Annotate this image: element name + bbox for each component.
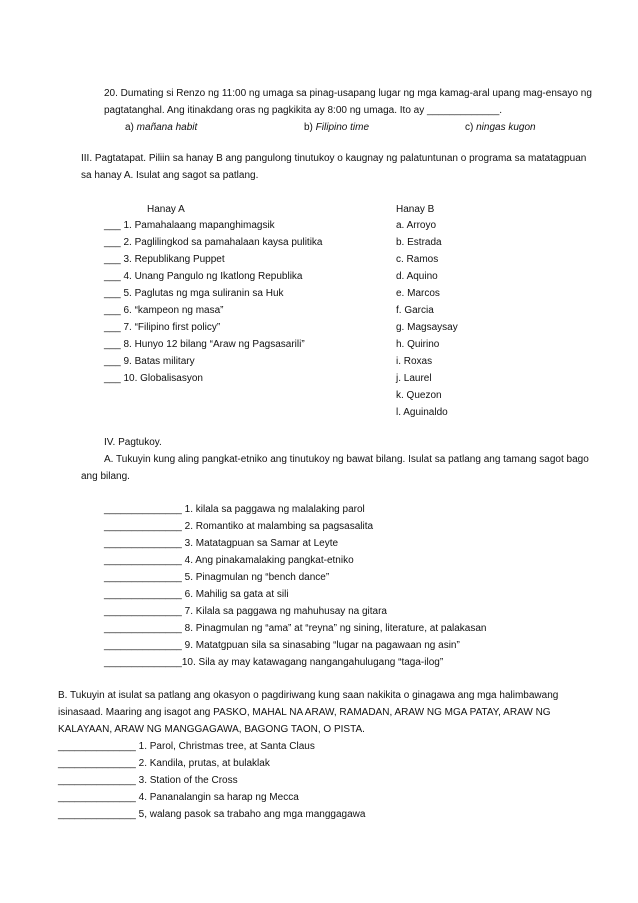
- hanay-a-item: ___ 8. Hunyo 12 bilang “Araw ng Pagsasarili”: [104, 339, 305, 350]
- q20-option-c: [465, 121, 536, 134]
- section3-instruction-line-2: sa hanay A. Isulat ang sagot sa patlang.: [81, 170, 259, 181]
- hanay-b-item: l. Aguinaldo: [396, 407, 448, 418]
- fill-blank-item: ______________ 3. Matatagpuan sa Samar at Leyte: [104, 538, 339, 549]
- sectionB-instruction-line-1: B. Tukuyin at isulat sa patlang ang okasyon o pagdiriwang kung saan nakikita o ginagawa ang mga halimbawang: [58, 690, 559, 701]
- q20-line-1: 20. Dumating si Renzo ng 11:00 ng umaga sa pinag-usapang lugar ng mga kamag-aral upang mag-ensayo ng: [104, 88, 592, 99]
- q20-option-c-text: ningas kugon: [476, 122, 536, 133]
- fill-blank-item: ______________ 6. Mahilig sa gata at sili: [104, 589, 289, 600]
- hanay-b-item: d. Aquino: [396, 271, 438, 282]
- fill-blank-item: ______________ 2. Kandila, prutas, at bulaklak: [58, 758, 270, 769]
- fill-blank-item: ______________ 9. Matatgpuan sila sa sinasabing “lugar na pagawaan ng asin”: [104, 640, 460, 651]
- q20-line-2: pagtatanghal. Ang itinakdang oras ng pagkikita ay 8:00 ng umaga. Ito ay _____________.: [104, 105, 503, 116]
- fill-blank-item: ______________ 3. Station of the Cross: [58, 775, 238, 786]
- hanay-a-item: ___ 2. Paglilingkod sa pamahalaan kaysa pulitika: [104, 237, 323, 248]
- q20-option-c-prefix: c): [465, 122, 477, 133]
- section4-partA-line-2: ang bilang.: [81, 471, 130, 482]
- hanay-b-item: g. Magsaysay: [396, 322, 458, 333]
- hanay-a-item: ___ 1. Pamahalaang mapanghimagsik: [104, 220, 275, 231]
- fill-blank-item: ______________ 4. Ang pinakamalaking pangkat-etniko: [104, 555, 354, 566]
- q20-option-b-text: Filipino time: [315, 122, 370, 133]
- sectionB-instruction-line-3: KALAYAAN, ARAW NG MANGGAGAWA, BAGONG TAON, O PISTA.: [58, 724, 365, 735]
- q20-option-a-text: mañana habit: [136, 122, 198, 133]
- hanay-b-item: k. Quezon: [396, 390, 442, 401]
- fill-blank-item: ______________ 5. Pinagmulan ng “bench dance”: [104, 572, 330, 583]
- hanay-b-item: j. Laurel: [396, 373, 432, 384]
- q20-option-b-prefix: b): [304, 122, 316, 133]
- fill-blank-item: ______________ 7. Kilala sa paggawa ng mahuhusay na gitara: [104, 606, 387, 617]
- fill-blank-item: ______________ 4. Pananalangin sa harap ng Mecca: [58, 792, 299, 803]
- hanay-a-item: ___ 10. Globalisasyon: [104, 373, 203, 384]
- hanay-b-item: f. Garcia: [396, 305, 434, 316]
- q20-option-a-prefix: a): [125, 122, 137, 133]
- hanay-a-item: ___ 6. “kampeon ng masa”: [104, 305, 224, 316]
- hanay-a-item: ___ 4. Unang Pangulo ng Ikatlong Republika: [104, 271, 303, 282]
- q20-option-a: [125, 121, 197, 134]
- section4-partA-line-1: A. Tukuyin kung aling pangkat-etniko ang tinutukoy ng bawat bilang. Isulat sa patlang ang tamang sagot bago: [104, 454, 589, 465]
- q20-option-b: [304, 121, 369, 134]
- hanay-b-item: h. Quirino: [396, 339, 440, 350]
- hanay-b-item: b. Estrada: [396, 237, 442, 248]
- hanay-b-item: a. Arroyo: [396, 220, 437, 231]
- fill-blank-item: ______________10. Sila ay may katawagang nangangahulugang “taga-ilog”: [104, 657, 444, 668]
- hanay-b-header: Hanay B: [396, 204, 435, 215]
- hanay-a-item: ___ 7. “Filipino first policy”: [104, 322, 221, 333]
- hanay-a-item: ___ 9. Batas military: [104, 356, 195, 367]
- hanay-b-item: e. Marcos: [396, 288, 440, 299]
- hanay-a-header: Hanay A: [147, 204, 185, 215]
- hanay-b-item: c. Ramos: [396, 254, 439, 265]
- fill-blank-item: ______________ 2. Romantiko at malambing sa pagsasalita: [104, 521, 374, 532]
- hanay-b-item: i. Roxas: [396, 356, 433, 367]
- section4-title: IV. Pagtukoy.: [104, 437, 162, 448]
- fill-blank-item: ______________ 1. Parol, Christmas tree, at Santa Claus: [58, 741, 315, 752]
- hanay-a-item: ___ 3. Republikang Puppet: [104, 254, 225, 265]
- hanay-a-item: ___ 5. Paglutas ng mga suliranin sa Huk: [104, 288, 284, 299]
- fill-blank-item: ______________ 5, walang pasok sa trabaho ang mga manggagawa: [58, 809, 366, 820]
- fill-blank-item: ______________ 1. kilala sa paggawa ng malalaking parol: [104, 504, 365, 515]
- fill-blank-item: ______________ 8. Pinagmulan ng “ama” at “reyna” ng sining, literature, at palakasan: [104, 623, 487, 634]
- section3-instruction-line-1: III. Pagtatapat. Piliin sa hanay B ang pangulong tinutukoy o kaugnay ng palatuntunan o programa sa matatagpuan: [81, 153, 587, 164]
- sectionB-instruction-line-2: isinasaad. Maaring ang isagot ang PASKO, MAHAL NA ARAW, RAMADAN, ARAW NG MGA PATAY, ARAW NG: [58, 707, 551, 718]
